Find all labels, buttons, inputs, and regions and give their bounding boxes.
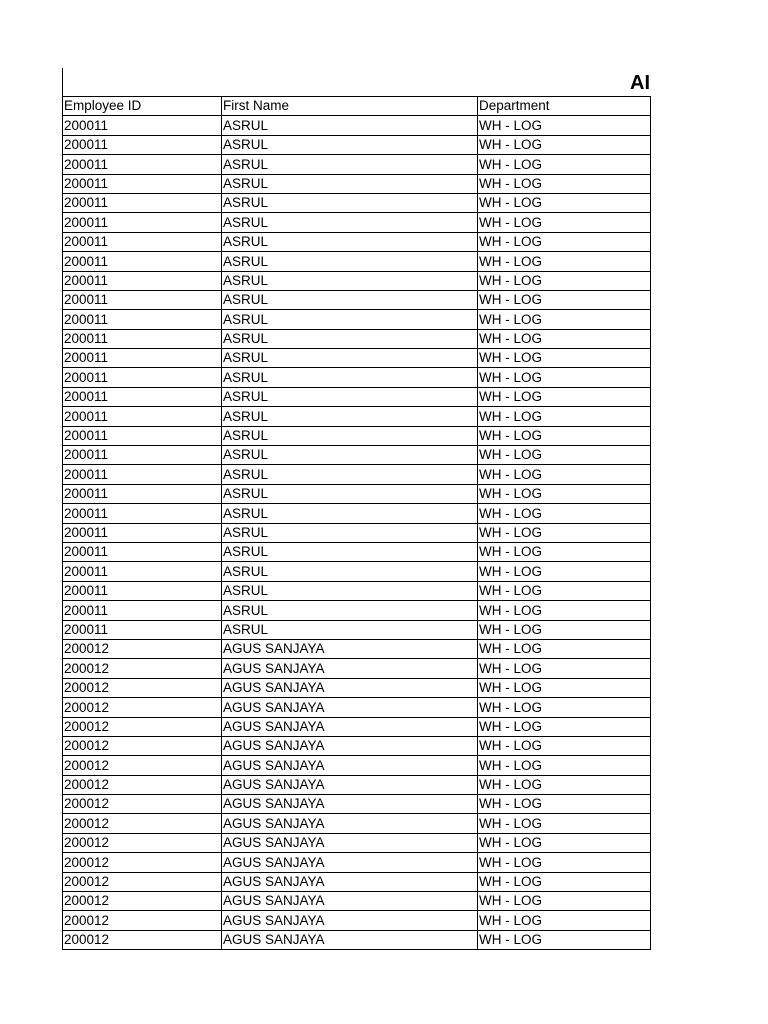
table-row: [63, 271, 651, 290]
table-row: [63, 349, 651, 368]
table-row: [63, 892, 651, 911]
table-row: [63, 446, 651, 465]
cell-employee-id: 200011: [63, 310, 222, 329]
cell-employee-id: 200012: [63, 659, 222, 678]
table-row: [63, 639, 651, 658]
table-row: [63, 329, 651, 348]
table-row: [63, 775, 651, 794]
cell-first-name: AGUS SANJAYA: [222, 775, 478, 794]
cell-employee-id: 200011: [63, 290, 222, 309]
cell-employee-id: 200012: [63, 833, 222, 852]
cell-employee-id: 200011: [63, 407, 222, 426]
table-row: [63, 872, 651, 891]
cell-employee-id: 200011: [63, 426, 222, 445]
cell-employee-id: 200012: [63, 872, 222, 891]
table-row: [63, 659, 651, 678]
cell-department: WH - LOG: [478, 155, 651, 174]
cell-first-name: AGUS SANJAYA: [222, 717, 478, 736]
cell-department: WH - LOG: [478, 368, 651, 387]
cell-department: WH - LOG: [478, 872, 651, 891]
cell-first-name: ASRUL: [222, 542, 478, 561]
cell-department: WH - LOG: [478, 756, 651, 775]
cell-first-name: ASRUL: [222, 329, 478, 348]
cell-employee-id: 200011: [63, 601, 222, 620]
cell-employee-id: 200011: [63, 116, 222, 135]
table-row: [63, 698, 651, 717]
table-row: [63, 814, 651, 833]
cell-employee-id: 200011: [63, 620, 222, 639]
table-row: [63, 717, 651, 736]
table-row: [63, 795, 651, 814]
cell-employee-id: 200011: [63, 174, 222, 193]
cell-first-name: ASRUL: [222, 562, 478, 581]
table-row: [63, 387, 651, 406]
cell-first-name: AGUS SANJAYA: [222, 736, 478, 755]
cell-first-name: ASRUL: [222, 601, 478, 620]
cell-employee-id: 200011: [63, 349, 222, 368]
cell-employee-id: 200012: [63, 717, 222, 736]
cell-employee-id: 200012: [63, 698, 222, 717]
cell-first-name: AGUS SANJAYA: [222, 678, 478, 697]
cell-employee-id: 200011: [63, 252, 222, 271]
column-header-first-name: First Name: [222, 97, 478, 116]
cell-department: WH - LOG: [478, 387, 651, 406]
cell-first-name: ASRUL: [222, 523, 478, 542]
header-row: [63, 97, 651, 116]
cell-first-name: AGUS SANJAYA: [222, 756, 478, 775]
table-row: [63, 833, 651, 852]
cell-employee-id: 200012: [63, 795, 222, 814]
cell-first-name: AGUS SANJAYA: [222, 795, 478, 814]
cell-first-name: ASRUL: [222, 349, 478, 368]
cell-department: WH - LOG: [478, 465, 651, 484]
table-row: [63, 504, 651, 523]
cell-employee-id: 200011: [63, 232, 222, 251]
cell-department: WH - LOG: [478, 833, 651, 852]
cell-department: WH - LOG: [478, 504, 651, 523]
cell-first-name: AGUS SANJAYA: [222, 814, 478, 833]
cell-employee-id: 200011: [63, 213, 222, 232]
cell-employee-id: 200011: [63, 387, 222, 406]
cell-first-name: AGUS SANJAYA: [222, 872, 478, 891]
table-row: [63, 232, 651, 251]
cell-department: WH - LOG: [478, 795, 651, 814]
employee-table: [62, 96, 651, 950]
cell-employee-id: 200012: [63, 756, 222, 775]
cell-department: WH - LOG: [478, 349, 651, 368]
table-row: [63, 290, 651, 309]
cell-department: WH - LOG: [478, 562, 651, 581]
cell-first-name: ASRUL: [222, 193, 478, 212]
cell-first-name: ASRUL: [222, 426, 478, 445]
cell-department: WH - LOG: [478, 484, 651, 503]
cell-department: WH - LOG: [478, 639, 651, 658]
cell-employee-id: 200012: [63, 639, 222, 658]
cell-department: WH - LOG: [478, 736, 651, 755]
cell-employee-id: 200011: [63, 135, 222, 154]
cell-department: WH - LOG: [478, 193, 651, 212]
cell-employee-id: 200011: [63, 523, 222, 542]
cell-employee-id: 200012: [63, 814, 222, 833]
cell-employee-id: 200011: [63, 581, 222, 600]
cell-first-name: AGUS SANJAYA: [222, 930, 478, 949]
table-row: [63, 736, 651, 755]
cell-first-name: AGUS SANJAYA: [222, 892, 478, 911]
column-header-employee-id: Employee ID: [63, 97, 222, 116]
cell-first-name: ASRUL: [222, 135, 478, 154]
column-header-department: Department: [478, 97, 651, 116]
table-row: [63, 155, 651, 174]
cell-employee-id: 200011: [63, 562, 222, 581]
table-row: [63, 426, 651, 445]
cell-first-name: ASRUL: [222, 252, 478, 271]
cell-department: WH - LOG: [478, 717, 651, 736]
cell-employee-id: 200011: [63, 484, 222, 503]
cell-employee-id: 200011: [63, 329, 222, 348]
cell-first-name: ASRUL: [222, 504, 478, 523]
table-row: [63, 252, 651, 271]
cell-first-name: ASRUL: [222, 407, 478, 426]
cell-employee-id: 200011: [63, 446, 222, 465]
table-row: [63, 930, 651, 949]
cell-department: WH - LOG: [478, 232, 651, 251]
table-row: [63, 484, 651, 503]
table-row: [63, 562, 651, 581]
cell-department: WH - LOG: [478, 426, 651, 445]
cell-employee-id: 200012: [63, 911, 222, 930]
spreadsheet-page: [62, 68, 650, 950]
cell-first-name: ASRUL: [222, 174, 478, 193]
cell-first-name: ASRUL: [222, 155, 478, 174]
cell-department: WH - LOG: [478, 310, 651, 329]
cell-department: WH - LOG: [478, 542, 651, 561]
table-row: [63, 542, 651, 561]
table-row: [63, 465, 651, 484]
cell-first-name: AGUS SANJAYA: [222, 911, 478, 930]
table-row: [63, 310, 651, 329]
table-row: [63, 523, 651, 542]
cell-employee-id: 200011: [63, 368, 222, 387]
cell-department: WH - LOG: [478, 911, 651, 930]
cell-department: WH - LOG: [478, 523, 651, 542]
cell-first-name: ASRUL: [222, 310, 478, 329]
cell-first-name: ASRUL: [222, 446, 478, 465]
cell-department: WH - LOG: [478, 116, 651, 135]
table-row: [63, 135, 651, 154]
cell-department: WH - LOG: [478, 698, 651, 717]
table-row: [63, 407, 651, 426]
table-row: [63, 601, 651, 620]
cell-first-name: AGUS SANJAYA: [222, 659, 478, 678]
cell-department: WH - LOG: [478, 290, 651, 309]
cell-department: WH - LOG: [478, 213, 651, 232]
cell-first-name: AGUS SANJAYA: [222, 833, 478, 852]
page-title: AI: [630, 72, 650, 94]
cell-employee-id: 200011: [63, 542, 222, 561]
title-row: [62, 68, 650, 96]
cell-first-name: ASRUL: [222, 465, 478, 484]
cell-department: WH - LOG: [478, 601, 651, 620]
cell-department: WH - LOG: [478, 135, 651, 154]
cell-first-name: ASRUL: [222, 581, 478, 600]
cell-department: WH - LOG: [478, 620, 651, 639]
cell-first-name: ASRUL: [222, 368, 478, 387]
cell-department: WH - LOG: [478, 329, 651, 348]
cell-employee-id: 200012: [63, 853, 222, 872]
cell-first-name: ASRUL: [222, 116, 478, 135]
cell-department: WH - LOG: [478, 775, 651, 794]
left-border-line: [62, 68, 63, 96]
table-row: [63, 853, 651, 872]
cell-department: WH - LOG: [478, 407, 651, 426]
cell-employee-id: 200012: [63, 736, 222, 755]
cell-department: WH - LOG: [478, 271, 651, 290]
table-row: [63, 581, 651, 600]
cell-department: WH - LOG: [478, 659, 651, 678]
cell-employee-id: 200011: [63, 155, 222, 174]
cell-first-name: ASRUL: [222, 271, 478, 290]
cell-department: WH - LOG: [478, 252, 651, 271]
cell-department: WH - LOG: [478, 581, 651, 600]
cell-department: WH - LOG: [478, 930, 651, 949]
cell-first-name: AGUS SANJAYA: [222, 698, 478, 717]
table-row: [63, 756, 651, 775]
cell-employee-id: 200012: [63, 892, 222, 911]
cell-department: WH - LOG: [478, 892, 651, 911]
cell-department: WH - LOG: [478, 814, 651, 833]
table-row: [63, 911, 651, 930]
cell-employee-id: 200012: [63, 678, 222, 697]
cell-first-name: ASRUL: [222, 620, 478, 639]
table-row: [63, 620, 651, 639]
table-row: [63, 193, 651, 212]
cell-employee-id: 200011: [63, 271, 222, 290]
cell-first-name: ASRUL: [222, 290, 478, 309]
cell-first-name: ASRUL: [222, 213, 478, 232]
cell-employee-id: 200011: [63, 465, 222, 484]
cell-first-name: ASRUL: [222, 484, 478, 503]
table-row: [63, 213, 651, 232]
table-row: [63, 368, 651, 387]
cell-first-name: AGUS SANJAYA: [222, 639, 478, 658]
cell-department: WH - LOG: [478, 678, 651, 697]
cell-employee-id: 200011: [63, 193, 222, 212]
cell-employee-id: 200011: [63, 504, 222, 523]
cell-department: WH - LOG: [478, 174, 651, 193]
cell-first-name: AGUS SANJAYA: [222, 853, 478, 872]
table-row: [63, 174, 651, 193]
cell-department: WH - LOG: [478, 446, 651, 465]
cell-first-name: ASRUL: [222, 387, 478, 406]
cell-employee-id: 200012: [63, 775, 222, 794]
table-row: [63, 678, 651, 697]
cell-department: WH - LOG: [478, 853, 651, 872]
table-body: [63, 116, 651, 950]
cell-employee-id: 200012: [63, 930, 222, 949]
table-row: [63, 116, 651, 135]
cell-first-name: ASRUL: [222, 232, 478, 251]
